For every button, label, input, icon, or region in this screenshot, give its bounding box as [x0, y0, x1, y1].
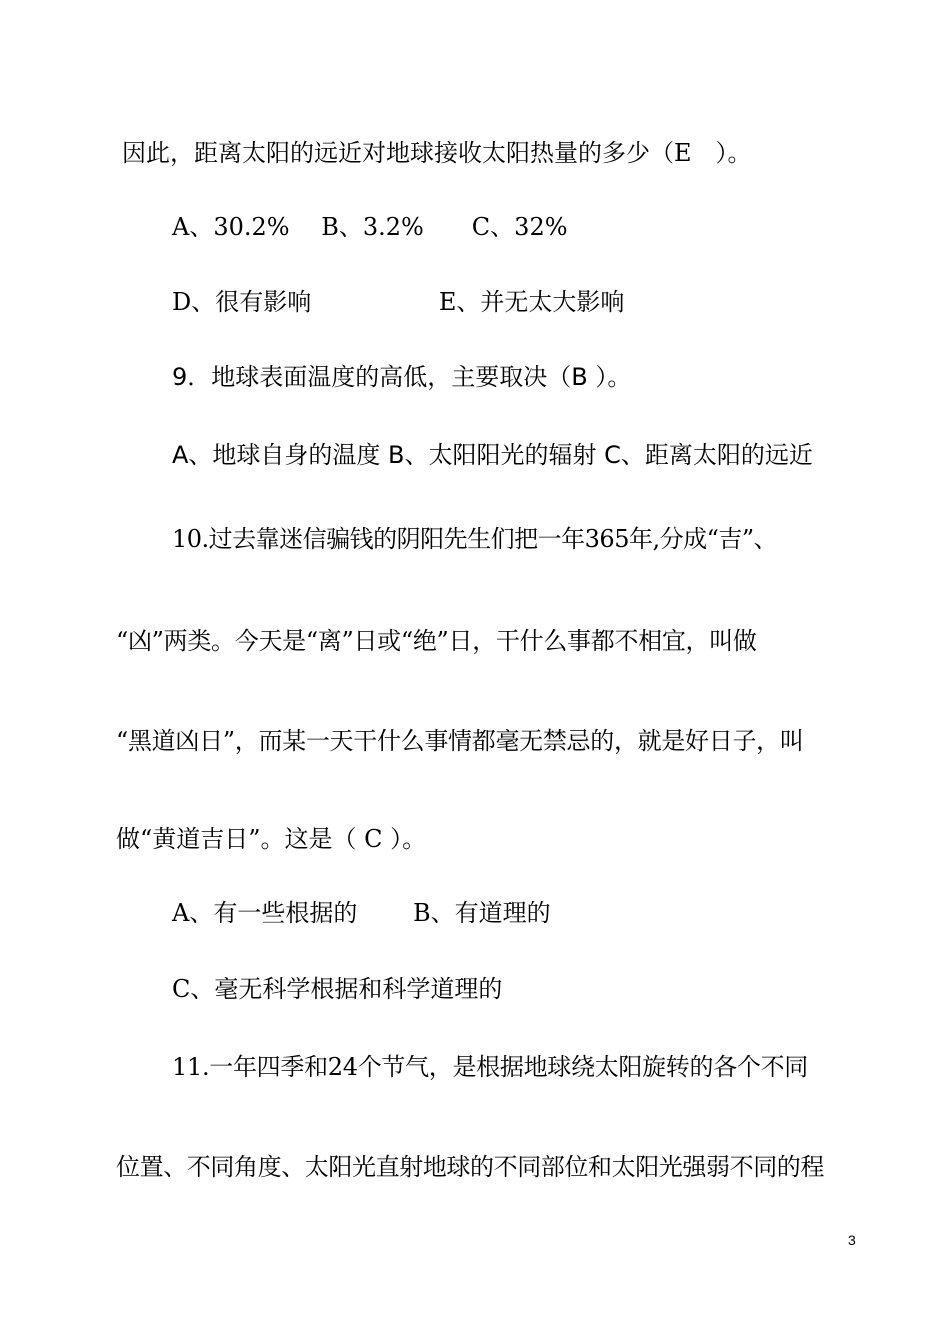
question-10-line-4: 做“黄道吉日”。这是（ C ）。 [116, 825, 427, 853]
question-11-line-1: 11.一年四季和24个节气，是根据地球绕太阳旋转的各个不同 [172, 1053, 809, 1081]
question-10-line-3: “黑道凶日”，而某一天干什么事情都毫无禁忌的，就是好日子，叫 [116, 727, 804, 755]
question-9-options: A、地球自身的温度 B、太阳阳光的辐射 C、距离太阳的远近 [172, 441, 813, 469]
option-line-de: D、很有影响 E、并无太大影响 [172, 288, 625, 316]
text-line-1: 因此，距离太阳的远近对地球接收太阳热量的多少（E ）。 [122, 139, 752, 167]
question-11-line-2: 位置、不同角度、太阳光直射地球的不同部位和太阳光强弱不同的程 [116, 1153, 824, 1181]
question-9: 9．地球表面温度的高低，主要取决（B ）。 [172, 363, 632, 391]
question-10-line-2: “凶”两类。今天是“离”日或“绝”日，干什么事都不相宜，叫做 [116, 627, 757, 655]
page-number: 3 [848, 1232, 856, 1248]
question-10-options-ab: A、有一些根据的 B、有道理的 [172, 899, 551, 927]
question-10-option-c: C、毫无科学根据和科学道理的 [172, 975, 503, 1003]
option-line-abc: A、30.2% B、3.2% C、32% [172, 213, 568, 241]
question-10-line-1: 10.过去靠迷信骗钱的阴阳先生们把一年365年,分成“吉”、 [172, 525, 778, 553]
